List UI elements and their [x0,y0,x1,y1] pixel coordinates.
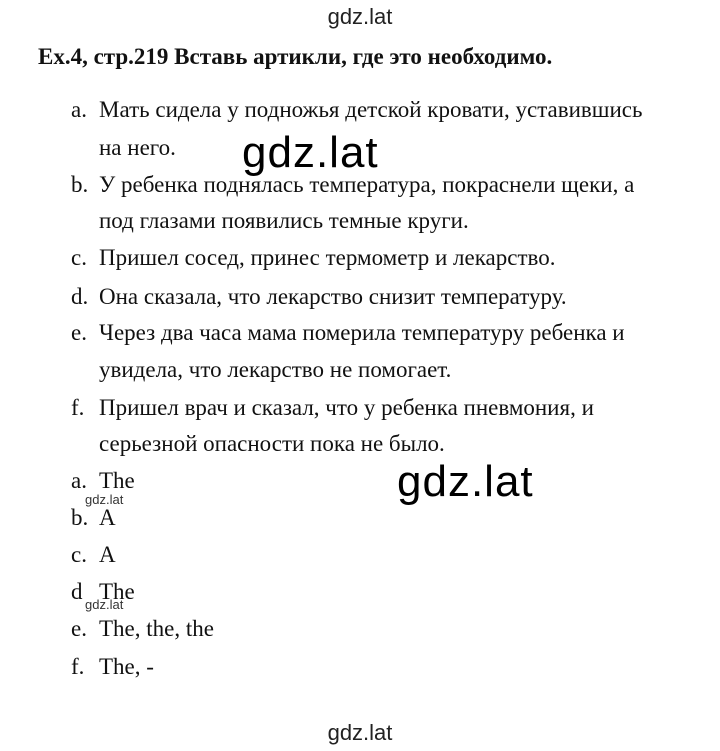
question-line: увидела, что лекарство не помогает. [99,357,452,382]
question-line: Пришел врач и сказал, что у ребенка пневмония, и [99,395,594,420]
answer-text: A [99,542,116,567]
answer-letter: f. [71,654,85,679]
answer-text: The [99,579,135,604]
question-letter: c. [71,245,87,270]
answer-text: The, - [99,654,154,679]
answer-text: A [99,505,116,530]
question-line: У ребенка поднялась температура, покраснели щеки, а [99,172,635,197]
question-letter: e. [71,320,87,345]
answer-text: The, the, the [99,616,214,641]
question-letter: f. [71,395,85,420]
question-letter: a. [71,97,87,122]
answer-letter: c. [71,542,87,567]
answer-letter: e. [71,616,87,641]
question-line: Она сказала, что лекарство снизит температуру. [99,284,567,309]
question-line: Пришел сосед, принес термометр и лекарство. [99,245,556,270]
watermark-small: gdz.lat [85,597,124,612]
question-letter: d. [71,284,89,309]
question-line: под глазами появились темные круги. [99,208,469,233]
exercise-heading: Ex.4, стр.219 Вставь артикли, где это необходимо. [38,44,553,69]
question-line: на него. [99,135,176,160]
question-line: Мать сидела у подножья детской кровати, уставившись [99,97,643,122]
answer-letter: b. [71,505,89,530]
watermark-large: gdz.lat [397,457,534,506]
watermark-large: gdz.lat [242,128,379,177]
answer-text: The [99,468,135,493]
watermark-small: gdz.lat [85,492,124,507]
question-line: Через два часа мама померила температуру ребенка и [99,320,625,345]
answer-letter: d [71,579,83,604]
watermark-bottom: gdz.lat [327,720,393,745]
answer-letter: a. [71,468,87,493]
watermark-top: gdz.lat [327,4,393,29]
question-letter: b. [71,172,89,197]
question-line: серьезной опасности пока не было. [99,431,445,456]
